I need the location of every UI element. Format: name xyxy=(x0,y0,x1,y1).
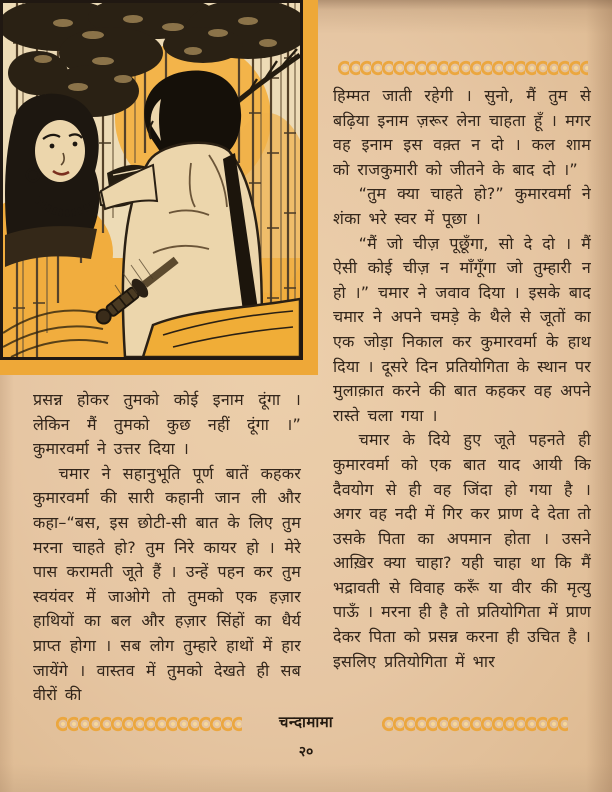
paragraph: हिम्मत जाती रहेगी । सुनो, मैं तुम से बढ़िया इनाम ज़रूर लेना चाहता हूँ । मगर वह इनाम इस वक़्त न दो । कल शाम को राजकुमारी को जीतने के बाद दो ।” xyxy=(333,86,591,179)
paragraph: “तुम क्या चाहते हो?” कुमारवर्मा ने शंका भरे स्वर में पूछा । xyxy=(333,184,591,228)
chain-ornament-band-top xyxy=(338,60,588,76)
paragraph: चमार ने सहानुभूति पूर्ण बातें कहकर कुमारवर्मा की सारी कहानी जान ली और कहा–“बस, इस छोटी-सी बात के लिए तुम मरना चाहते हो? तुम निरे कायर हो । मेरे पास करामती जूते हैं । उन्हें पहन कर तुम स्वयंवर में जाओगे तो तुमको एक हज़ार हाथियों का बल और हज़ार सिंहों का धैर्य प्राप्त होगा । सब लोग तुम्हारे हाथों में हार जायेंगे । वास्तव में तुमको देखते ही सब वीरों की xyxy=(33,463,301,705)
text-column-left xyxy=(33,388,301,714)
paragraph: चमार के दिये हुए जूते पहनते ही कुमारवर्मा को एक बात याद आयी कि दैवयोग से ही वह जिंदा हो गया है । अगर वह नदी में गिर कर प्राण दे देता तो उसके पिता का अपमान होता । उसने आख़िर क्या चाहा? यही चाहा था कि मैं भद्रावती से विवाह करूँ या वीर की मृत्यु पाऊँ । मरना ही है तो प्रतियोगिता में प्राण देकर पिता को प्रसन्न करना ही उचित है । इसलिए प्रतियोगिता में भार xyxy=(333,430,591,671)
story-illustration-drawing xyxy=(3,3,300,357)
text-column-right xyxy=(333,84,591,708)
publication-title: चन्दामामा xyxy=(278,713,334,731)
page-number: २० xyxy=(298,744,314,760)
paragraph: “मैं जो चीज़ पूछूँगा, सो दे दो । मैं ऐसी कोई चीज़ न माँगूँगा जो तुम्हारी न हो ।” चमार ने जवाव दिया । इसके बाद चमार ने अपने चमड़े के थैले से जूतों का एक जोड़ा निकाल कर कुमारवर्मा के हाथ दिया । दूसरे दिन प्रतियोगिता के स्थान पर मुलाक़ात करने की बात कहकर वह अपने रास्ते चला गया । xyxy=(333,233,591,425)
illustration-orange-mat xyxy=(0,0,318,375)
paragraph: प्रसन्न होकर तुमको कोई इनाम दूंगा । लेकिन मैं तुमको कुछ नहीं दूंगा ।” कुमारवर्मा ने उत्तर दिया । xyxy=(33,390,301,459)
illustration xyxy=(0,0,303,360)
